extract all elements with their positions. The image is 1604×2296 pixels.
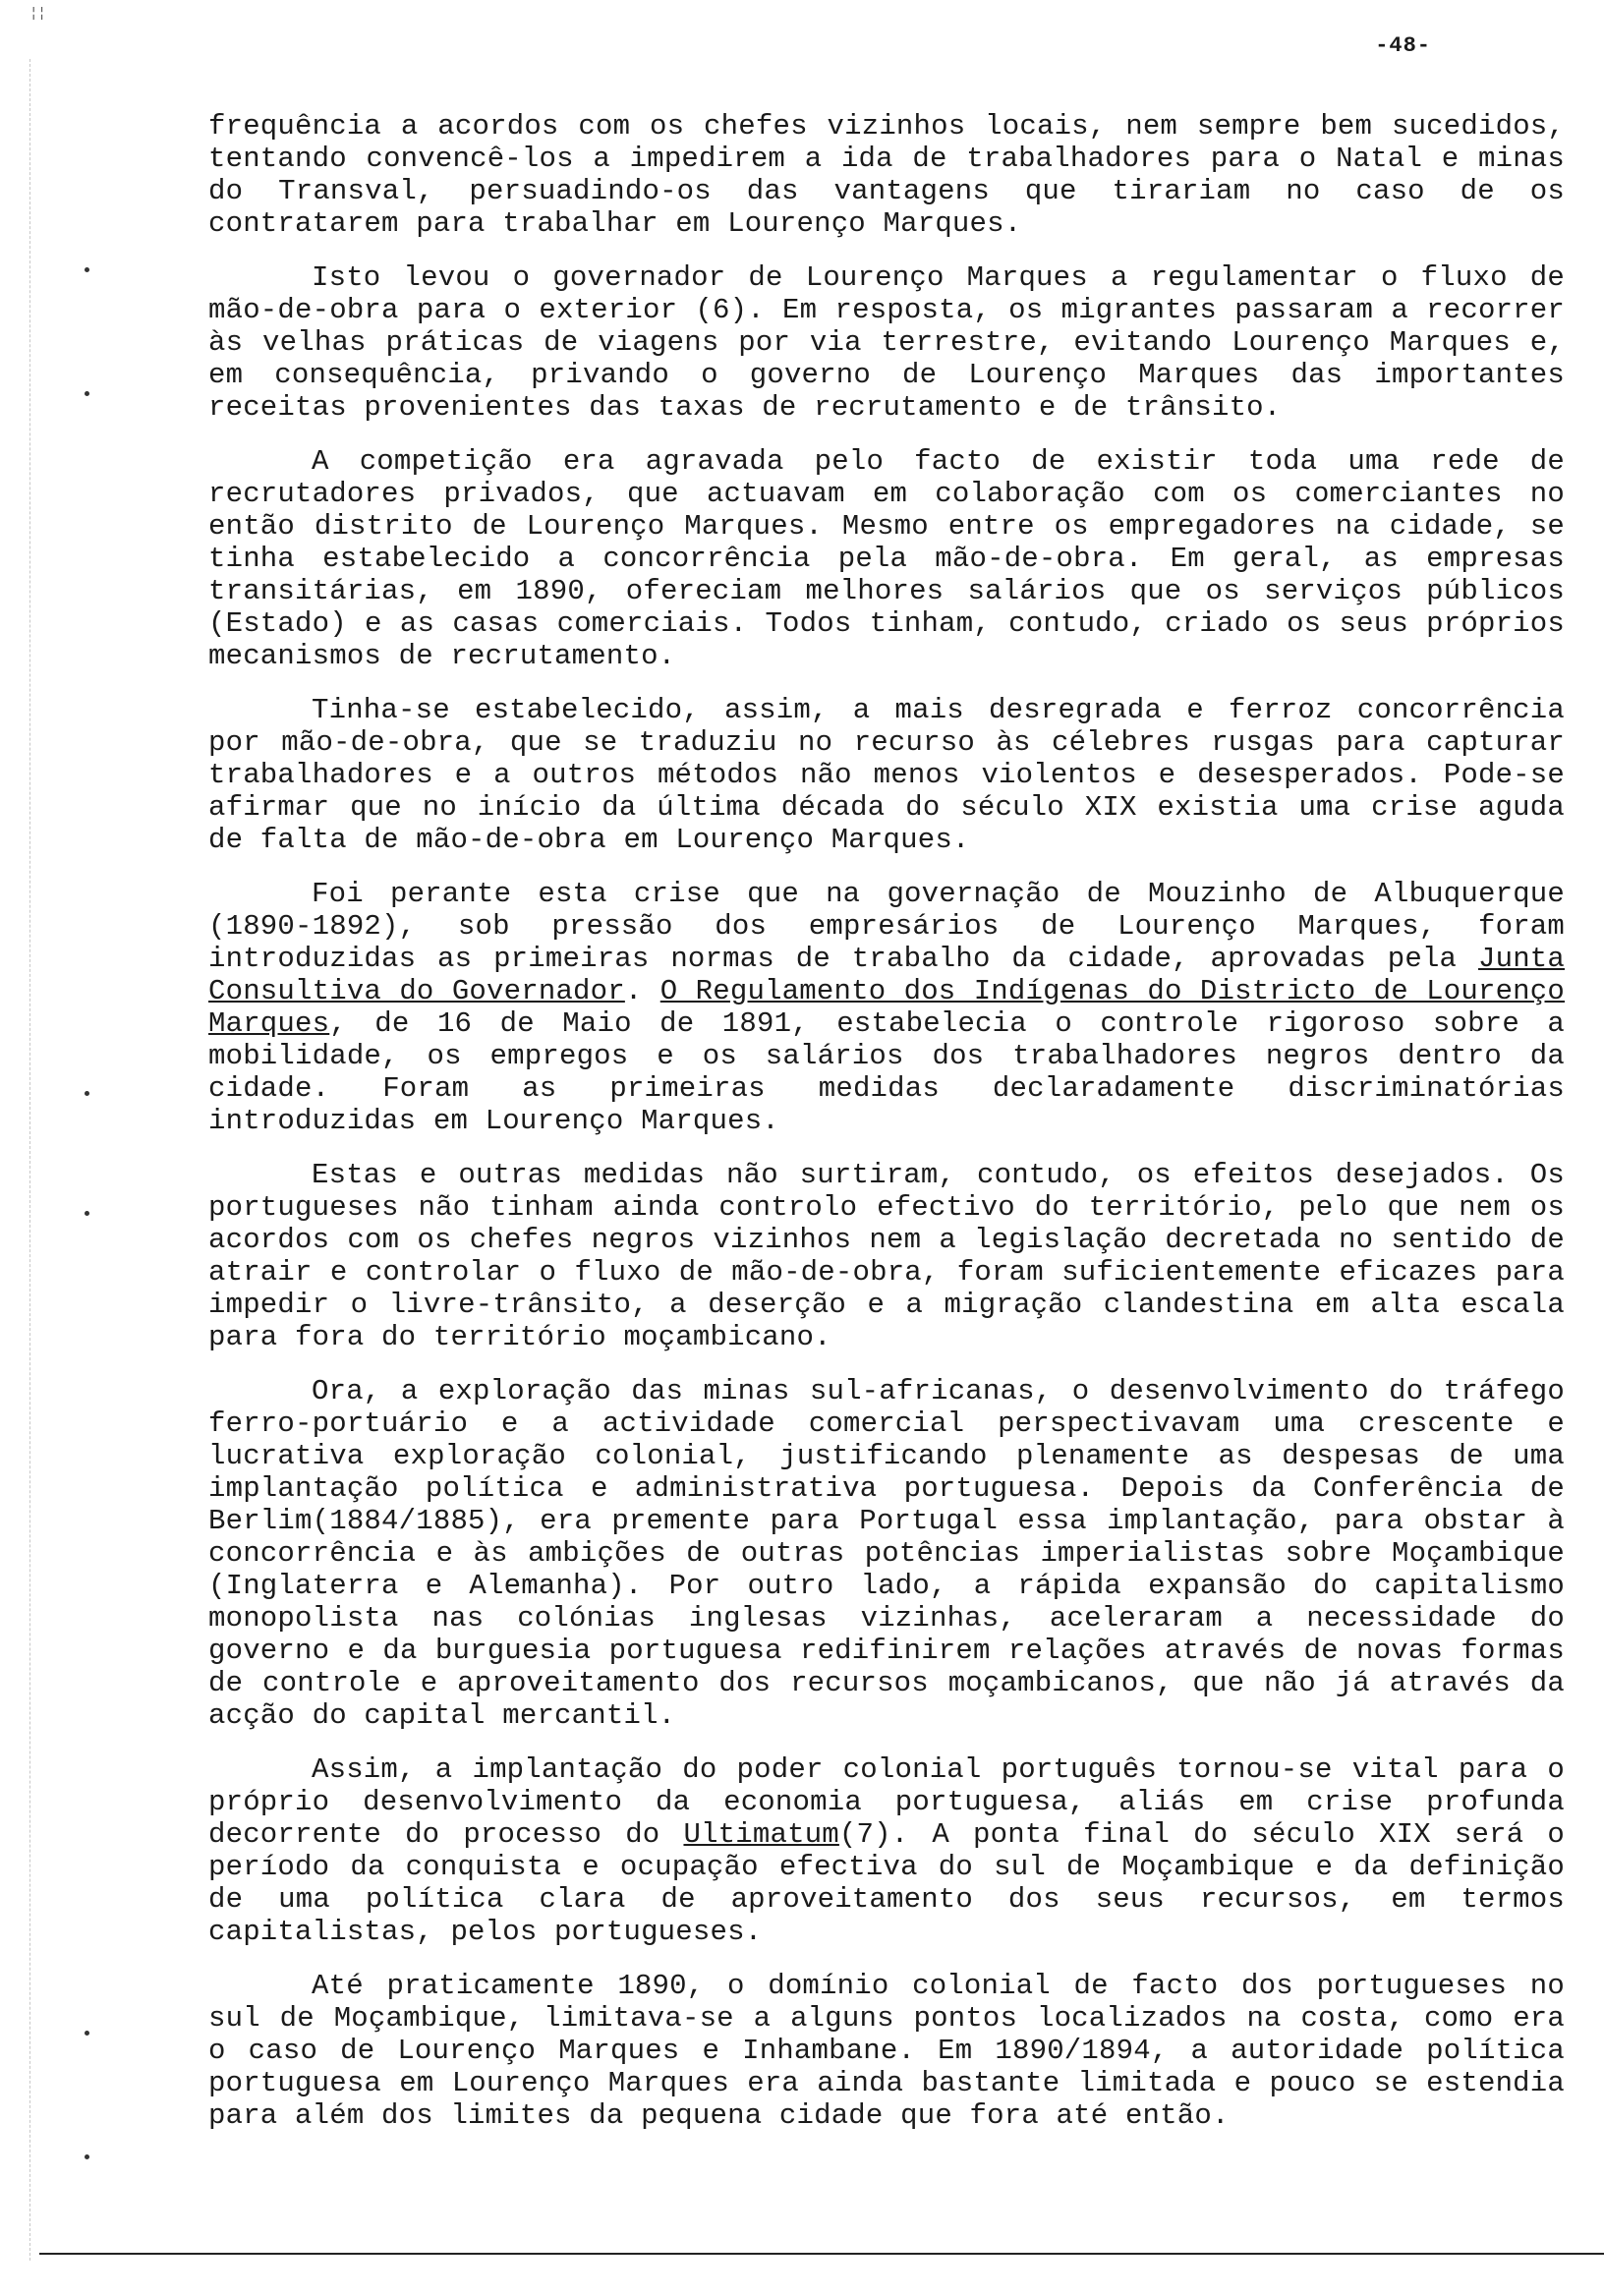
paragraph-3: A competição era agravada pelo facto de existir toda uma rede de recrutadores privados, que actuavam em colaboração com os comerciantes no então distrito de Lourenço Marques. Mesmo entre os empregadores na cidade, se tinha estabelecido a concorrência pela mão-de-obra. Em geral, as empresas transitárias, em 1890, ofereciam melhores salários que os serviços públicos (Estado) e as casas comerciais. Todos tinham, contudo, criado os seus próprios mecanismos de recrutamento. [208,445,1565,672]
paragraph-6: Estas e outras medidas não surtiram, contudo, os efeitos desejados. Os portugueses não tinham ainda controlo efectivo do território, pelo que nem os acordos com os chefes negros vizinhos nem a legislação decretada no sentido de atrair e controlar o fluxo de mão-de-obra, foram suficientemente eficazes para impedir o livre-trânsito, a deserção e a migração clandestina em alta escala para fora do território moçambicano. [208,1159,1565,1353]
bottom-rule [39,2253,1604,2255]
paragraph-8-text-b: (7). A ponta final do século XIX será o período da conquista e ocupação efectiva do sul de Moçambique e da definição de uma política clara de aproveitamento dos seus recursos, em termos capitalistas, pelos portugueses. [208,1818,1565,1948]
paragraph-1: frequência a acordos com os chefes vizinhos locais, nem sempre bem sucedidos, tentando convencê-los a impedirem a ida de trabalhadores para o Natal e minas do Transval, persuadindo-os das vantagens que tirariam no caso de os contratarem para trabalhar em Lourenço Marques. [208,110,1565,240]
underlined-junta-consultiva: Junta Consultiva do Governador [208,943,1565,1007]
paragraph-5-text-b: . [624,975,660,1007]
page-number: -48- [1375,33,1431,58]
margin-dot [85,2031,89,2036]
margin-dot [85,2154,89,2159]
paragraph-8 [208,1753,1565,1948]
scan-corner-mark: ¦¦ [29,6,46,22]
margin-dot [85,1211,89,1216]
margin-dot [85,267,89,272]
paragraph-5-text-a: Foi perante esta crise que na governação de Mouzinho de Albuquerque (1890-1892), sob pressão dos empresários de Lourenço Marques, foram introduzidas as primeiras normas de trabalho da cidade, aprovadas pela [208,878,1565,975]
paragraph-7: Ora, a exploração das minas sul-africanas, o desenvolvimento do tráfego ferro-portuário e a actividade comercial perspectivavam uma crescente e lucrativa exploração colonial, justificando plenamente as despesas de uma implantação política e administrativa portuguesa. Depois da Conferência de Berlim(1884/1885), era premente para Portugal essa implantação, para obstar à concorrência e às ambições de outras potências imperialistas sobre Moçambique (Inglaterra e Alemanha). Por outro lado, a rápida expansão do capitalismo monopolista nas colónias inglesas vizinhas, aceleraram a necessidade do governo e da burguesia portuguesa redifinirem relações através de novas formas de controle e aproveitamento dos recursos moçambicanos, que não já através da acção do capital mercantil. [208,1375,1565,1732]
underlined-ultimatum: Ultimatum [683,1818,839,1851]
paragraph-5 [208,878,1565,1137]
margin-dot [85,1091,89,1096]
paragraph-9: Até praticamente 1890, o domínio colonial de facto dos portugueses no sul de Moçambique, limitava-se a alguns pontos localizados na costa, como era o caso de Lourenço Marques e Inhambane. Em 1890/1894, a autoridade política portuguesa em Lourenço Marques era ainda bastante limitada e pouco se estendia para além dos limites da pequena cidade que fora até então. [208,1970,1565,2132]
left-margin-rule [29,59,30,2261]
paragraph-2: Isto levou o governador de Lourenço Marques a regulamentar o fluxo de mão-de-obra para o exterior (6). Em resposta, os migrantes passaram a recorrer às velhas práticas de viagens por via terrestre, evitando Lourenço Marques e, em consequência, privando o governo de Lourenço Marques das importantes receitas provenientes das taxas de recrutamento e de trânsito. [208,261,1565,424]
margin-dot [85,391,89,396]
paragraph-8-text-a: Assim, a implantação do poder colonial português tornou-se vital para o próprio desenvolvimento da economia portuguesa, aliás em crise profunda decorrente do processo do [208,1753,1565,1851]
paragraph-5-text-c: , de 16 de Maio de 1891, estabelecia o controle rigoroso sobre a mobilidade, os empregos e os salários dos trabalhadores negros dentro da cidade. Foram as primeiras medidas declaradamente discriminatórias introduzidas em Lourenço Marques. [208,1007,1565,1137]
paragraph-4: Tinha-se estabelecido, assim, a mais desregrada e ferroz concorrência por mão-de-obra, que se traduziu no recurso às célebres rusgas para capturar trabalhadores e a outros métodos não menos violentos e desesperados. Pode-se afirmar que no início da última década do século XIX existia uma crise aguda de falta de mão-de-obra em Lourenço Marques. [208,694,1565,856]
underlined-regulamento: O Regulamento dos Indígenas do Districto de Lourenço Marques [208,975,1565,1040]
document-body [208,110,1565,2153]
